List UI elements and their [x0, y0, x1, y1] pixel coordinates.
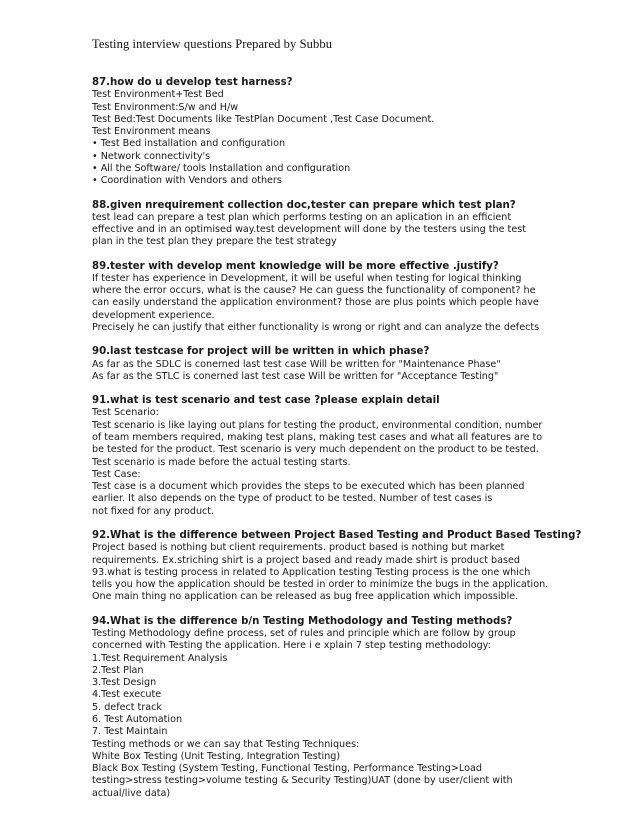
- question-heading: 90.last testcase for project will be written in which phase?: [92, 346, 430, 358]
- answer-line: test lead can prepare a test plan which performs testing on an aplication in an efficient: [92, 211, 512, 223]
- bullet-item: • Network connectivity's: [92, 150, 211, 162]
- list-item: 5. defect track: [92, 701, 162, 713]
- bullet-item: • Test Bed installation and configuration: [92, 138, 286, 150]
- answer-line: actual/live data): [92, 787, 171, 799]
- bullet-item: • All the Software/ tools Installation and configuration: [92, 162, 351, 174]
- section-92: [92, 529, 602, 604]
- answer-line: Test Bed:Test Documents like TestPlan Document ,Test Case Document.: [92, 113, 435, 125]
- section-88: [92, 199, 602, 249]
- answer-line: If tester has experience in Development, it will be useful when testing for logical thinking: [92, 272, 522, 284]
- answer-line: One main thing no application can be released as bug free application which impossible.: [92, 591, 519, 603]
- answer-line: of team members required, making test plans, making test cases and what all features are to: [92, 431, 543, 443]
- list-item: 7. Test Maintain: [92, 726, 168, 738]
- answer-line: Test Environment+Test Bed: [92, 89, 224, 101]
- question-heading: 87.how do u develop test harness?: [92, 77, 293, 88]
- answer-line: tells you how the application should be tested in order to minimize the bugs in the application.: [92, 579, 549, 591]
- answer-line: concerned with Testing the application. Here i e xplain 7 step testing methodology:: [92, 640, 491, 652]
- answer-line: effective and in an optimised way.test development will done by the testers using the test: [92, 224, 526, 236]
- answer-line: be tested for the product. Test scenario is very much dependent on the product to be tested.: [92, 444, 539, 456]
- section-94: [92, 615, 602, 800]
- answer-line: not fixed for any product.: [92, 505, 215, 517]
- list-item: 3.Test Design: [92, 677, 157, 689]
- section-87: [92, 76, 602, 188]
- list-item: 2.Test Plan: [92, 664, 144, 676]
- list-item: 6. Test Automation: [92, 714, 183, 725]
- answer-line: Precisely he can justify that either functionality is wrong or right and can analyze the defects: [92, 322, 540, 334]
- section-90: [92, 345, 602, 383]
- answer-line: Testing methods or we can say that Testing Techniques:: [92, 738, 360, 750]
- bullet-item: • Coordination with Vendors and others: [92, 175, 282, 187]
- answer-line: Test Case:: [92, 468, 141, 480]
- answer-line: Test scenario is like laying out plans for testing the product, environmental condition, number: [92, 419, 543, 431]
- list-item: 4.Test execute: [92, 689, 162, 701]
- answer-line: As far as the SDLC is conerned last test case Will be written for "Maintenance Phase": [92, 358, 501, 370]
- question-heading: 91.what is test scenario and test case ?please explain detail: [92, 395, 440, 407]
- answer-line: White Box Testing (Unit Testing, Integration Testing): [92, 750, 341, 762]
- question-heading: 94.What is the difference b/n Testing Methodology and Testing methods?: [92, 615, 513, 627]
- document-body: [92, 76, 602, 811]
- section-89: [92, 260, 602, 335]
- list-item: 1.Test Requirement Analysis: [92, 652, 228, 664]
- section-91: [92, 394, 602, 518]
- answer-line: As far as the STLC is conerned last test case Will be written for "Acceptance Testing": [92, 370, 499, 382]
- answer-line: Project based is nothing but client requirements. product based is nothing but market: [92, 542, 505, 554]
- answer-line: Black Box Testing (System Testing, Functional Testing, Performance Testing>Load: [92, 763, 482, 775]
- answer-line: where the error occurs, what is the cause? He can guess the functionality of component? he: [92, 285, 536, 297]
- answer-line: can easily understand the application environment? those are plus points which people have: [92, 297, 539, 309]
- answer-line: Test Scenario:: [92, 407, 159, 419]
- answer-line: Test Environment:S/w and H/w: [92, 101, 239, 113]
- answer-line: Test case is a document which provides the steps to be executed which has been planned: [92, 481, 525, 493]
- answer-line: Test scenario is made before the actual testing starts.: [92, 456, 351, 468]
- answer-line: development experience.: [92, 309, 215, 321]
- answer-line: earlier. It also depends on the type of product to be tested. Number of test cases is: [92, 493, 493, 505]
- answer-line: Test Environment means: [92, 126, 211, 138]
- answer-line: requirements. Ex.striching shirt is a project based and ready made shirt is product based: [92, 554, 521, 566]
- question-heading: 89.tester with develop ment knowledge will be more effective .justify?: [92, 260, 499, 272]
- answer-line: plan in the test plan they prepare the test strategy: [92, 236, 337, 248]
- answer-line: 93.what is testing process in related to Application testing Testing process is the one which: [92, 566, 531, 578]
- page-header: Testing interview questions Prepared by Subbu: [92, 37, 333, 51]
- question-heading: 92.What is the difference between Project Based Testing and Product Based Testing?: [92, 530, 582, 542]
- answer-line: Testing Methodology define process, set of rules and principle which are follow by group: [92, 627, 516, 639]
- answer-line: testing>stress testing>volume testing & Security Testing)UAT (done by user/client with: [92, 775, 513, 787]
- question-heading: 88.given nrequirement collection doc,tester can prepare which test plan?: [92, 199, 516, 211]
